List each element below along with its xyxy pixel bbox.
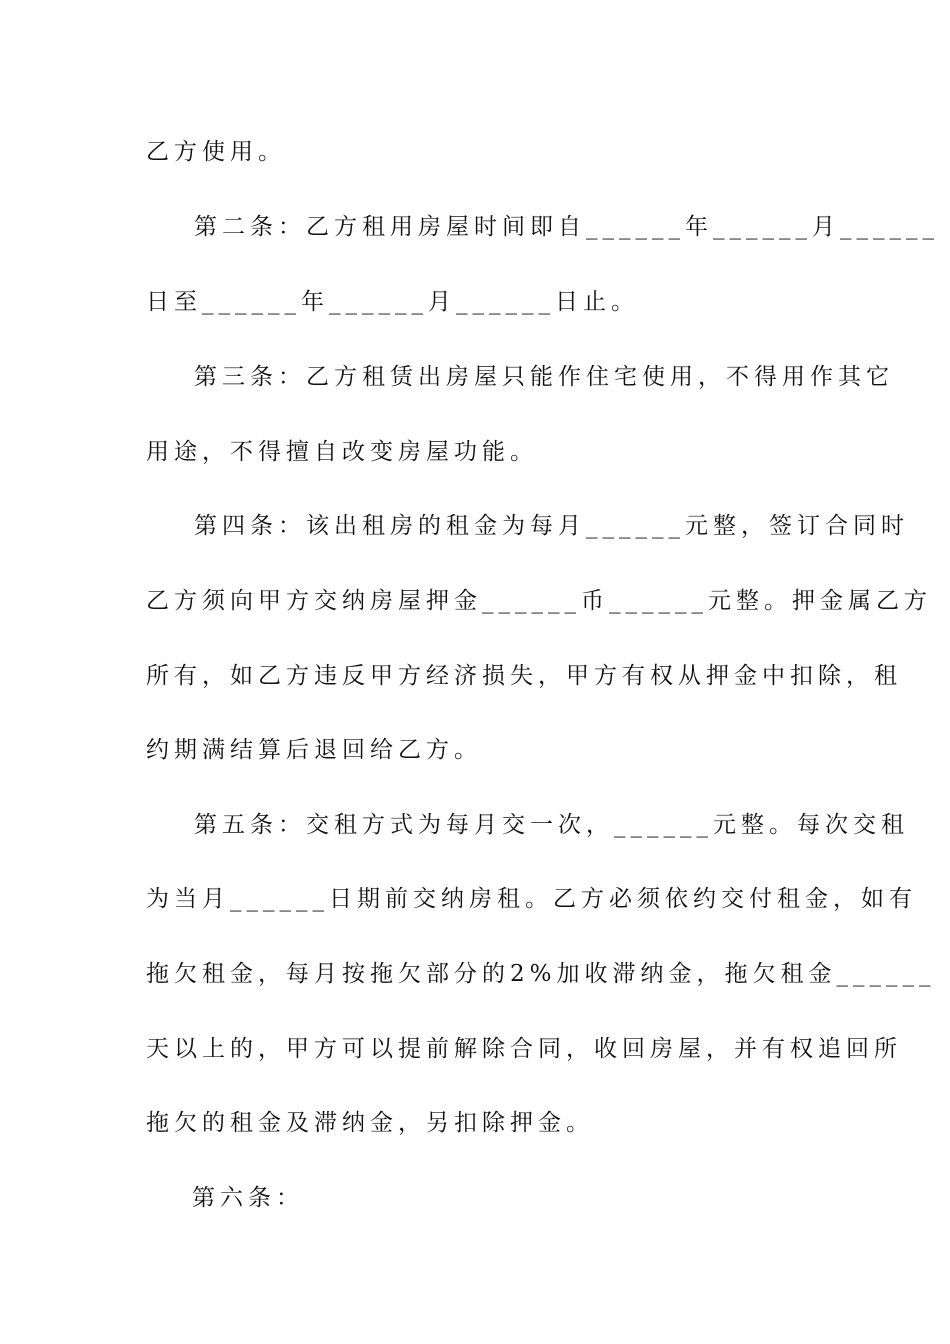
text-line: 日至______年______月______日止。 — [146, 289, 639, 315]
article-5-line: 第五条：交租方式为每月交一次，______元整。每次交租 — [194, 812, 909, 838]
article-2-line: 第二条：乙方租用房屋时间即自______年______月______ — [194, 214, 939, 240]
text-line: 约期满结算后退回给乙方。 — [146, 737, 482, 763]
text-line: 乙方须向甲方交纳房屋押金______币______元整。押金属乙方 — [146, 588, 932, 614]
text-line: 所有，如乙方违反甲方经济损失，甲方有权从押金中扣除，租 — [146, 663, 902, 689]
text-line: 用途，不得擅自改变房屋功能。 — [146, 439, 538, 465]
article-4-line: 第四条：该出租房的租金为每月______元整，签订合同时 — [194, 513, 909, 539]
text-line: 天以上的，甲方可以提前解除合同，收回房屋，并有权追回所 — [146, 1036, 902, 1062]
text-line: 拖欠租金，每月按拖欠部分的2%加收滞纳金，拖欠租金______ — [146, 961, 936, 987]
text-line: 拖欠的租金及滞纳金，另扣除押金。 — [146, 1110, 594, 1136]
article-6-line: 第六条： — [192, 1185, 304, 1211]
text-line: 为当月______日期前交纳房租。乙方必须依约交付租金，如有 — [146, 886, 917, 912]
article-3-line: 第三条：乙方租赁出房屋只能作住宅使用，不得用作其它 — [194, 364, 894, 390]
text-line: 乙方使用。 — [146, 139, 286, 165]
